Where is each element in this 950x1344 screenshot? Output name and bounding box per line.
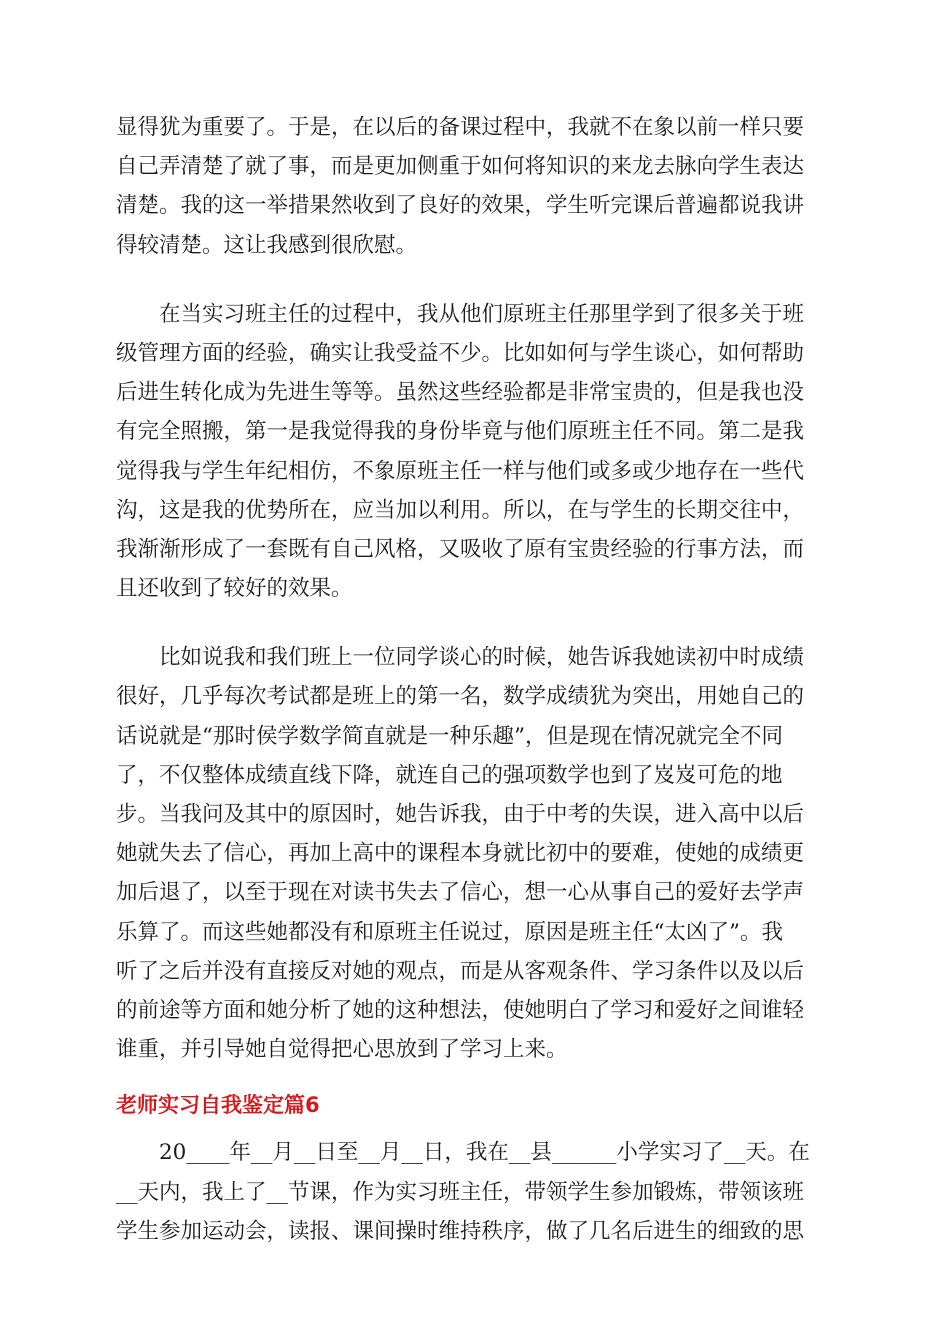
text-line: 很好，几乎每次考试都是班上的第一名，数学成绩犹为突出，用她自己的 <box>116 684 805 710</box>
text-line: 后进生转化成为先进生等等。虽然这些经验都是非常宝贵的，但是我也没 <box>116 380 805 406</box>
text-line: 我渐渐形成了一套既有自己风格，又吸收了原有宝贵经验的行事方法，而 <box>116 536 805 562</box>
paragraph-3 <box>116 638 834 1069</box>
text-line: 得较清楚。这让我感到很欣慰。 <box>116 232 418 258</box>
text-line: 觉得我与学生年纪相仿，不象原班主任一样与他们或多或少地存在一些代 <box>116 458 805 484</box>
text-line: 加后退了，以至于现在对读书失去了信心，想一心从事自己的爱好去学声 <box>116 880 805 906</box>
text-line: 清楚。我的这一举措果然收到了良好的效果，学生听完课后普遍都说我讲 <box>116 193 805 219</box>
text-line: 级管理方面的经验，确实让我受益不少。比如如何与学生谈心，如何帮助 <box>116 340 805 366</box>
text-line: 比如说我和我们班上一位同学谈心的时候，她告诉我她读初中时成绩 <box>159 645 805 671</box>
text-line: 了，不仅整体成绩直线下降，就连自己的强项数学也到了岌岌可危的地 <box>116 762 783 788</box>
text-line: 显得犹为重要了。于是，在以后的备课过程中，我就不在象以前一样只要 <box>116 115 805 140</box>
paragraph-gap <box>116 608 834 638</box>
section-heading: 老师实习自我鉴定篇6 <box>116 1093 320 1118</box>
text-line: 谁重，并引导她自觉得把心思放到了学习上来。 <box>116 1037 568 1063</box>
text-line: 听了之后并没有直接反对她的观点，而是从客观条件、学习条件以及以后 <box>116 958 805 984</box>
paragraph-gap <box>116 265 834 295</box>
text-line: 学生参加运动会，读报、课间操时维持秩序，做了几名后进生的细致的思 <box>116 1218 805 1244</box>
text-line: 沟，这是我的优势所在，应当加以利用。所以，在与学生的长期交往中， <box>116 497 805 523</box>
paragraph-1 <box>116 108 834 265</box>
text-line: 乐算了。而这些她都没有和原班主任说过，原因是班主任“太凶了”。我 <box>116 919 783 945</box>
text-line: 有完全照搬，第一是我觉得我的身份毕竟与他们原班主任不同。第二是我 <box>116 419 805 445</box>
document-body <box>116 108 834 1251</box>
text-line: 的前途等方面和她分析了她的这种想法，使她明白了学习和爱好之间谁轻 <box>116 997 805 1023</box>
text-line: 且还收到了较好的效果。 <box>116 576 353 602</box>
text-line: 她就失去了信心，再加上高中的课程本身就比初中的要难，使她的成绩更 <box>116 841 805 867</box>
text-line: 在当实习班主任的过程中，我从他们原班主任那里学到了很多关于班 <box>159 301 805 327</box>
text-line: __天内，我上了__节课，作为实习班主任，带领学生参加锻炼，带领该班 <box>116 1179 805 1205</box>
text-line: 自己弄清楚了就了事，而是更加侧重于如何将知识的来龙去脉向学生表达 <box>116 154 805 180</box>
text-line: 20____年__月__日至__月__日，我在__县______小学实习了__天。在 <box>159 1140 810 1166</box>
text-line: 步。当我问及其中的原因时，她告诉我，由于中考的失误，进入高中以后 <box>116 802 805 827</box>
section-paragraph <box>116 1133 834 1251</box>
paragraph-2 <box>116 295 834 609</box>
text-line: 话说就是“那时侯学数学简直就是一种乐趣”，但是现在情况就完全不同 <box>116 723 783 749</box>
